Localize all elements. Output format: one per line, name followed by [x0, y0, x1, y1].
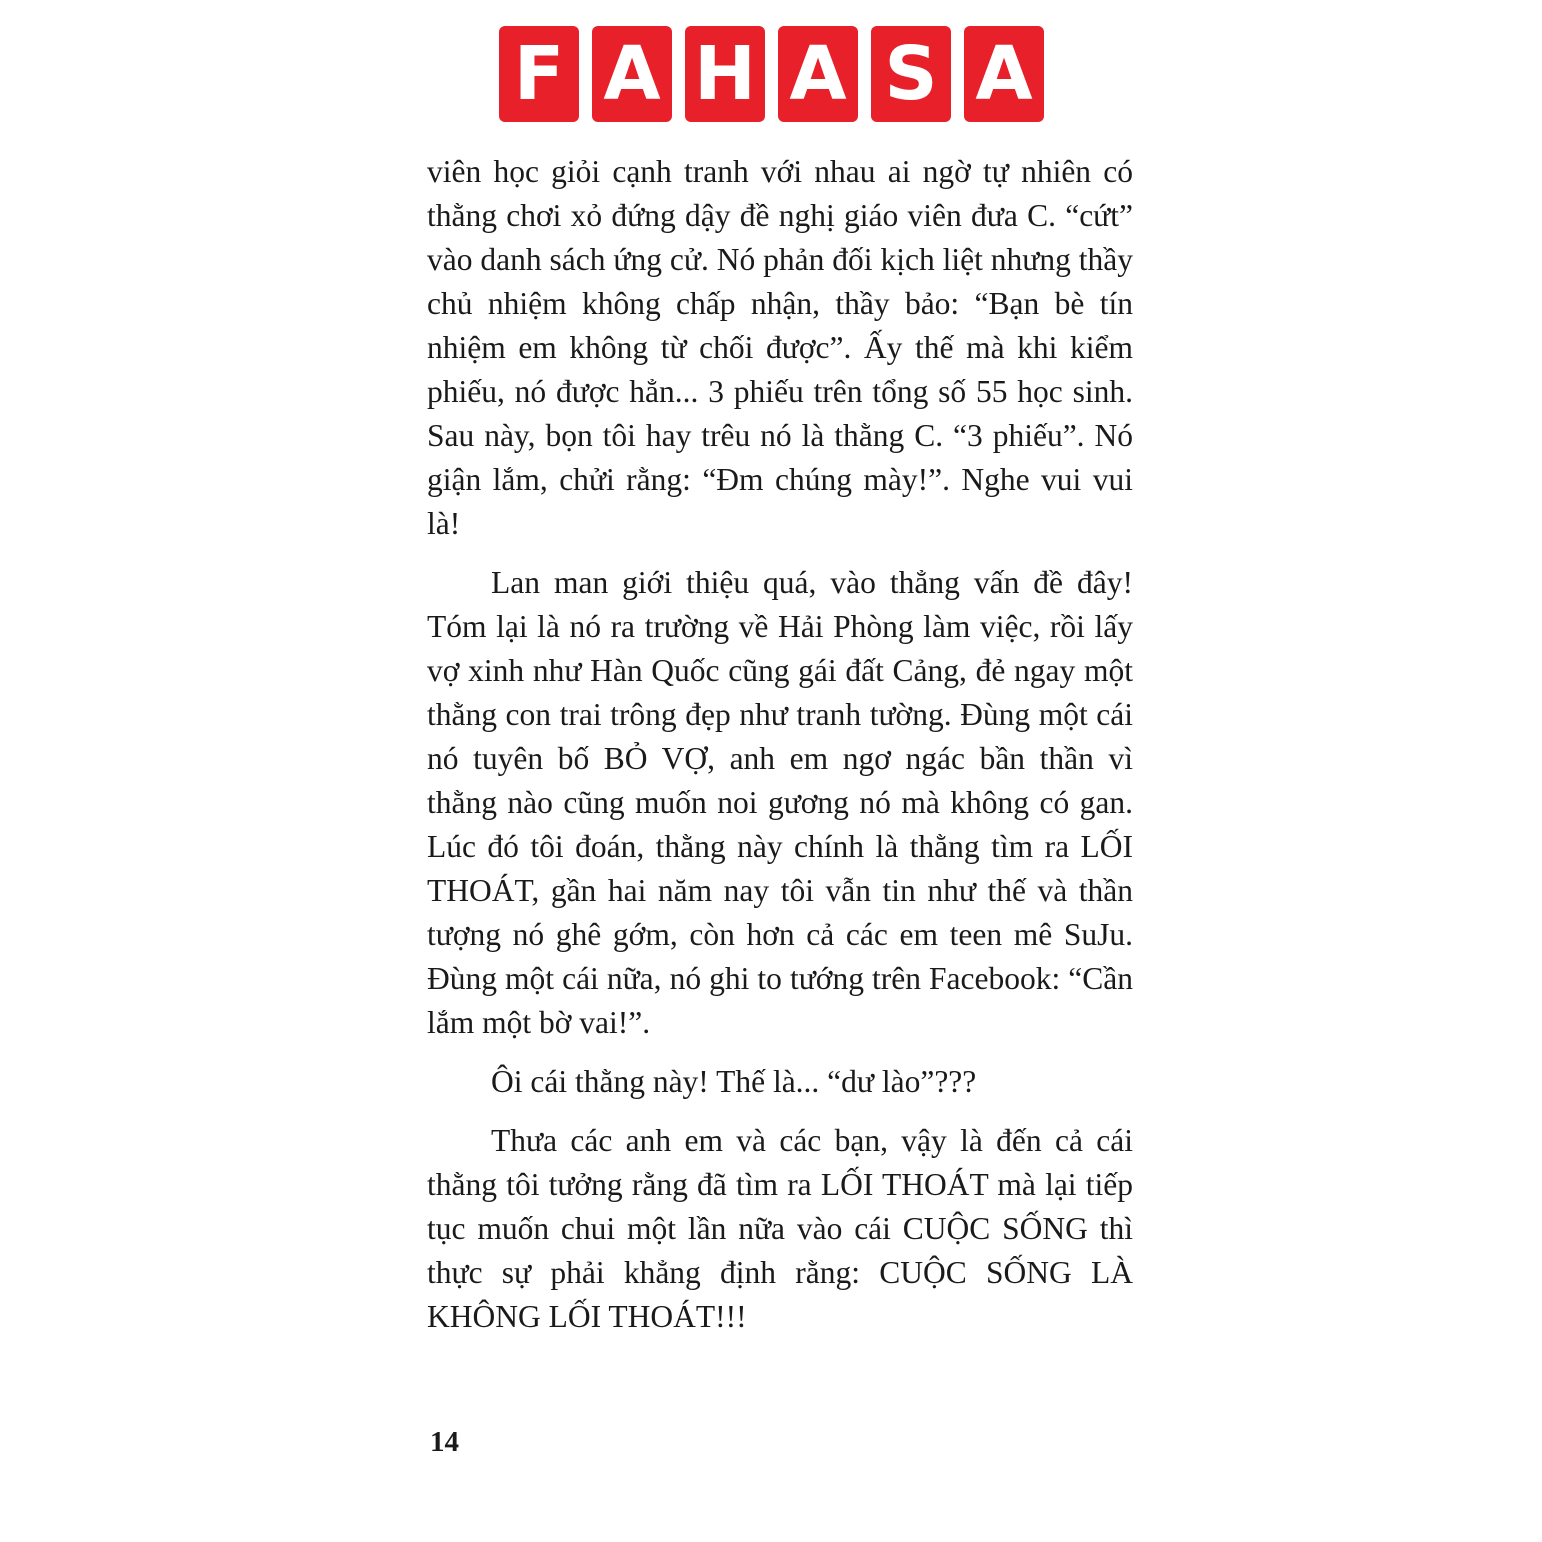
logo-tile [871, 26, 951, 122]
page-number: 14 [430, 1426, 459, 1458]
paragraph-4: Thưa các anh em và các bạn, vậy là đến cả cái thằng tôi tưởng rằng đã tìm ra LỐI THOÁT mà lại tiếp tục muốn chui một lần nữa vào cái CUỘC SỐNG thì thực sự phải khẳng định rằng: CUỘC SỐNG LÀ KHÔNG LỐI THOÁT!!! [427, 1123, 1133, 1334]
logo-tile [685, 26, 765, 122]
logo-letter: H [694, 31, 756, 117]
logo-letter: S [884, 31, 938, 117]
paragraph-3: Ôi cái thằng này! Thế là... “dư lào”??? [491, 1064, 977, 1099]
logo-letter: F [513, 31, 565, 117]
logo-tile [592, 26, 672, 122]
page-body [427, 150, 1133, 1339]
logo-letter: A [789, 31, 847, 117]
logo-tile [964, 26, 1044, 122]
logo-letter: A [975, 31, 1033, 117]
paragraph-2: Lan man giới thiệu quá, vào thẳng vấn đề đây! Tóm lại là nó ra trường về Hải Phòng làm việc, rồi lấy vợ xinh như Hàn Quốc cũng gái đất Cảng, đẻ ngay một thằng con trai trông đẹp như tranh tường. Đùng một cái nó tuyên bố BỎ VỢ, anh em ngơ ngác bần thần vì thằng nào cũng muốn noi gương nó mà không có gan. Lúc đó tôi đoán, thằng này chính là thằng tìm ra LỐI THOÁT, gần hai năm nay tôi vẫn tin như thế và thần tượng nó ghê gớm, còn hơn cả các em teen mê SuJu. Đùng một cái nữa, nó ghi to tướng trên Facebook: “Cần lắm một bờ vai!”. [427, 565, 1133, 1040]
logo-tile [499, 26, 579, 122]
fahasa-logo [499, 26, 1044, 122]
paragraph-1: viên học giỏi cạnh tranh với nhau ai ngờ tự nhiên có thằng chơi xỏ đứng dậy đề nghị giáo viên đưa C. “cứt” vào danh sách ứng cử. Nó phản đối kịch liệt nhưng thầy chủ nhiệm không chấp nhận, thầy bảo: “Bạn bè tín nhiệm em không từ chối được”. Ấy thế mà khi kiểm phiếu, nó được hẳn... 3 phiếu trên tổng số 55 học sinh. Sau này, bọn tôi hay trêu nó là thằng C. “3 phiếu”. Nó giận lắm, chửi rằng: “Đm chúng mày!”. Nghe vui vui là! [427, 154, 1133, 541]
logo-letter: A [603, 31, 661, 117]
logo-tile [778, 26, 858, 122]
